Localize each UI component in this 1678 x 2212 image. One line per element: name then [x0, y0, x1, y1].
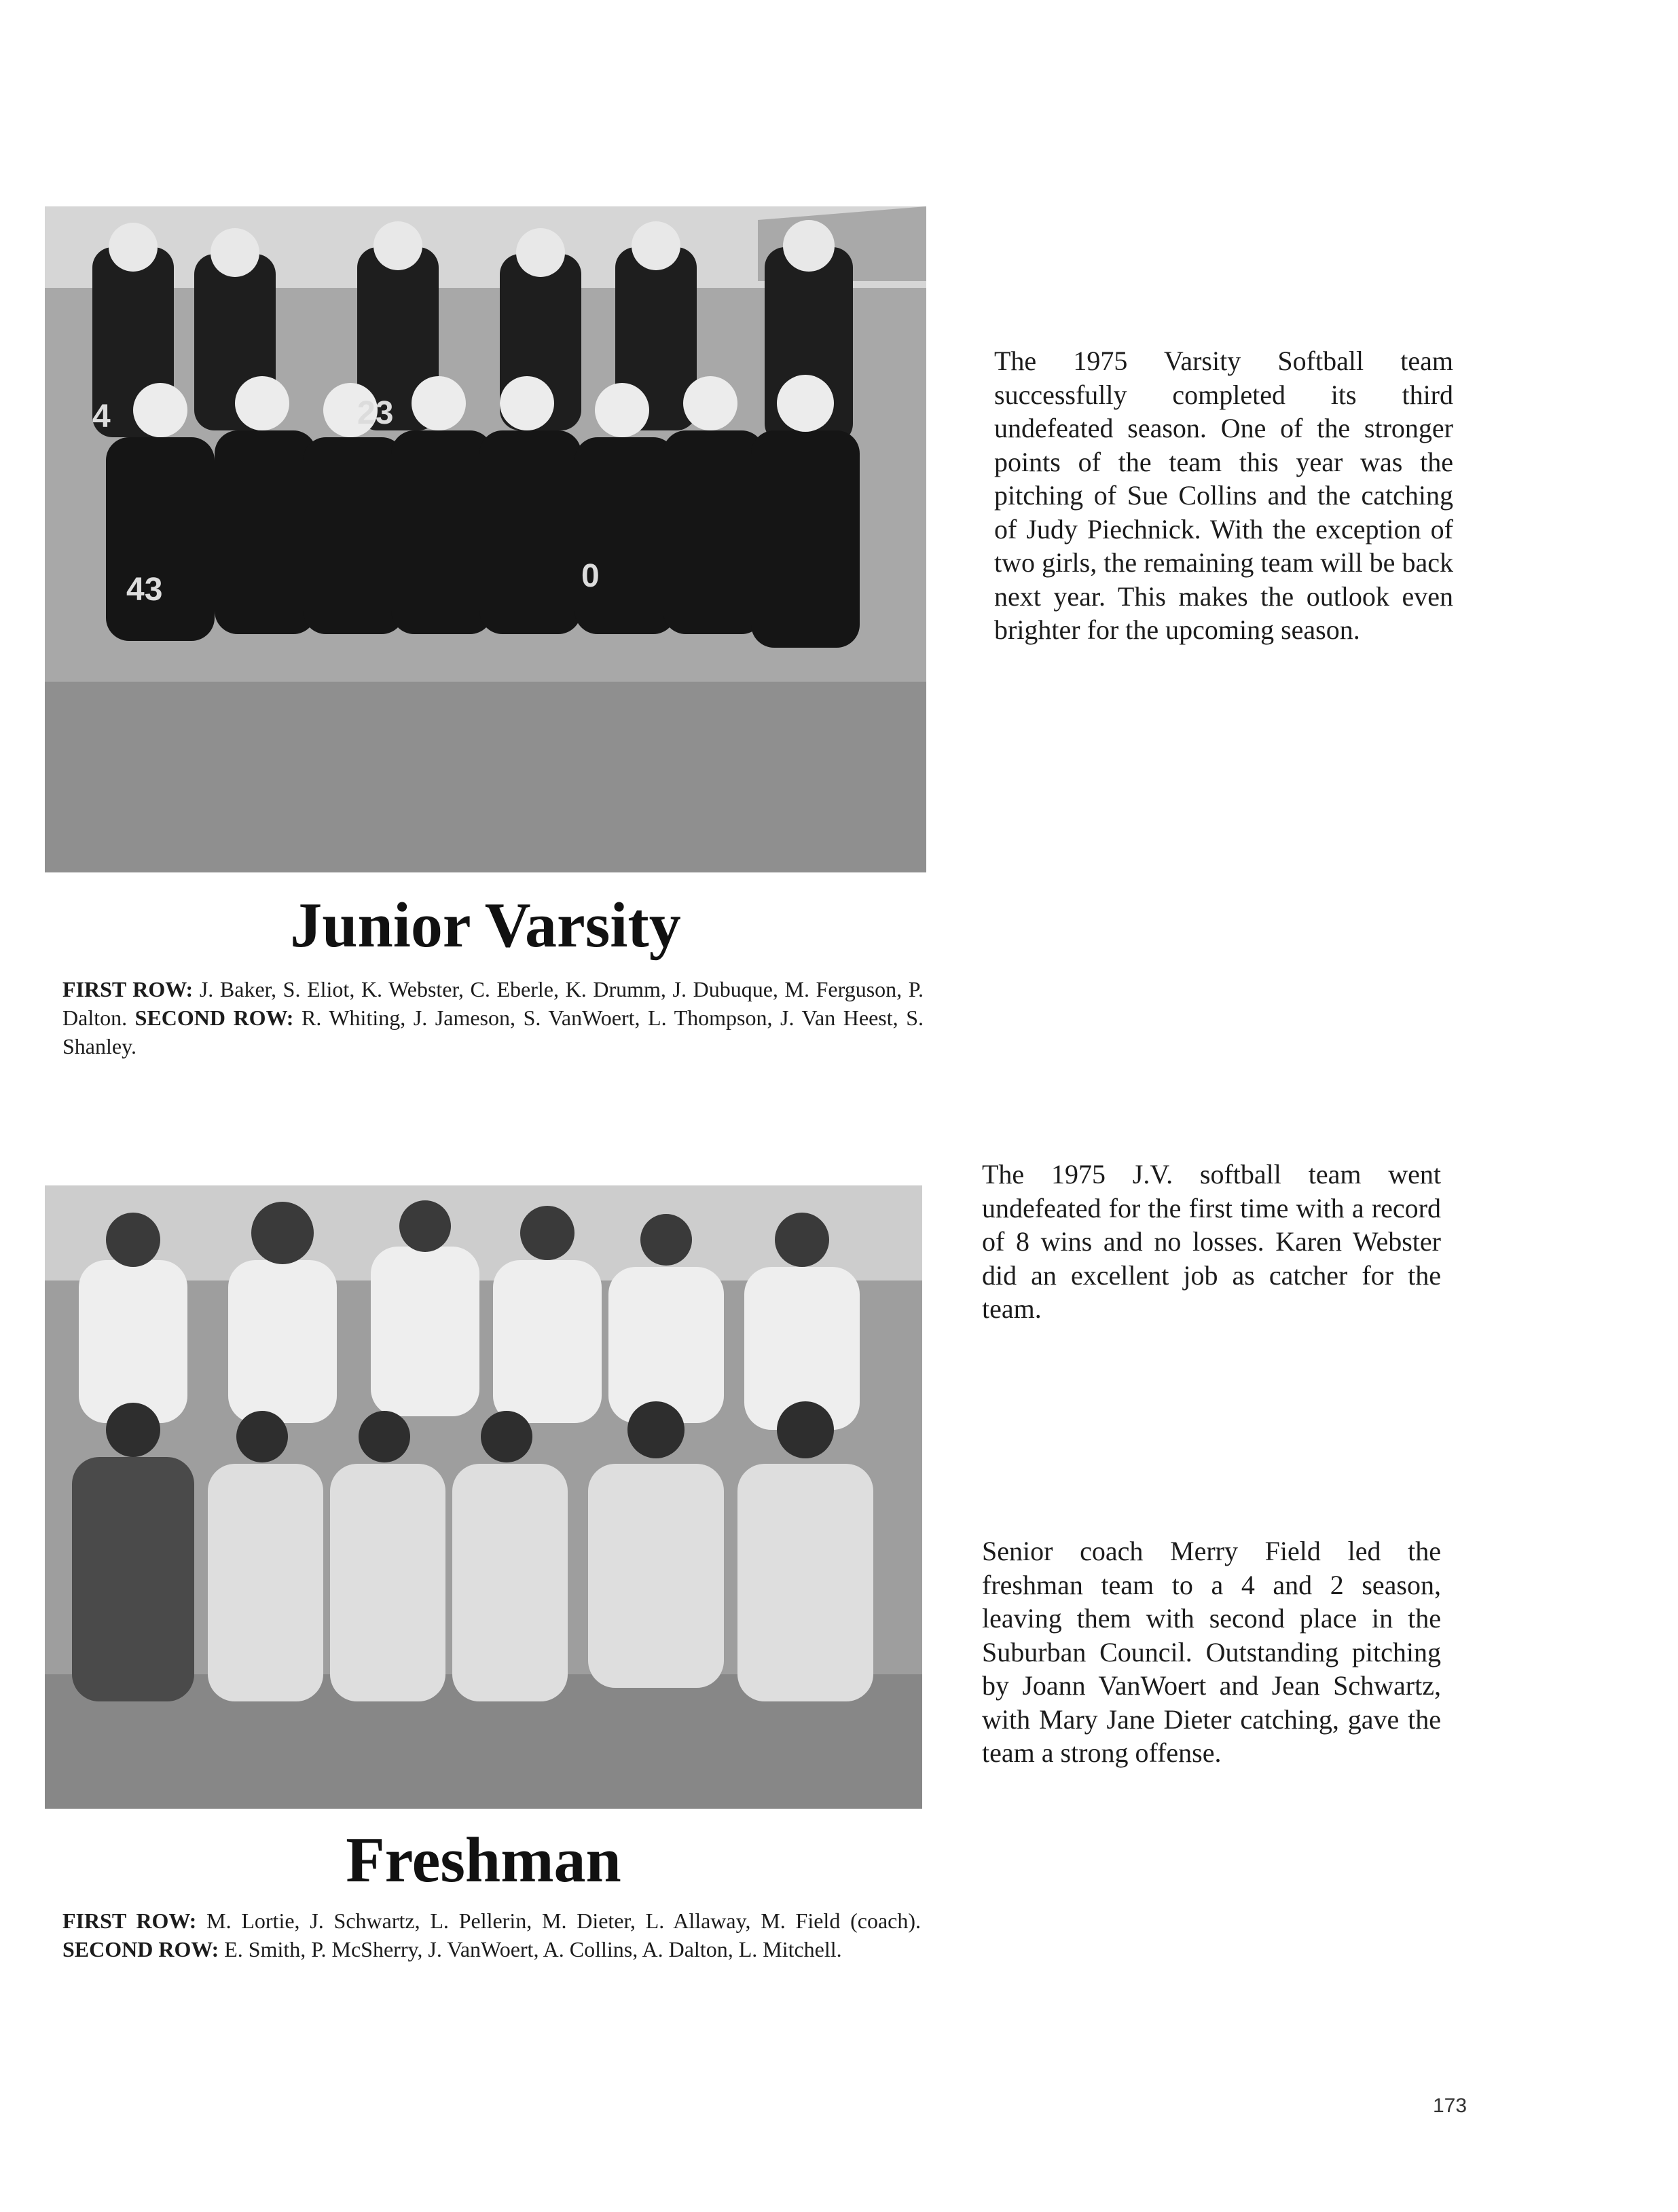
varsity-photo-illustration — [45, 206, 926, 872]
junior-varsity-heading: Junior Varsity — [290, 890, 681, 961]
jersey-number-0: 0 — [581, 558, 600, 594]
page-number: 173 — [1433, 2095, 1467, 2117]
fr-second-row-names: E. Smith, P. McSherry, J. VanWoert, A. Collins, A. Dalton, L. Mitchell. — [224, 1937, 842, 1961]
jv-second-row-names: R. Whiting, J. Jameson, S. VanWoert, L. Thompson, J. Van Heest, S. Shanley. — [62, 1006, 924, 1058]
fr-first-row-names: M. Lortie, J. Schwartz, L. Pellerin, M. Dieter, L. Allaway, M. Field (coach). — [206, 1909, 922, 1933]
freshman-photo-illustration — [45, 1185, 922, 1809]
freshman-heading: Freshman — [346, 1825, 621, 1896]
freshman-caption — [62, 1906, 921, 1964]
freshman-paragraph: Senior coach Merry Field led the freshman team to a 4 and 2 season, leaving them with second place in the Suburban Council. Outstanding pitching by Joann VanWoert and Jean Schwartz, with Mary Jane Dieter catching, gave the team a strong offense. — [982, 1536, 1441, 1768]
jv-second-row-label: SECOND ROW: — [134, 1006, 294, 1030]
varsity-paragraph: The 1975 Varsity Softball team successfully completed its third undefeated season. One of the stronger points of the team this year was the pitching of Sue Collins and the catching of Judy Piechnick. With the exception of two girls, the remaining team will be back next year. This makes the outlook even brighter for the upcoming season. — [994, 346, 1453, 645]
freshman-team-photo — [45, 1185, 922, 1809]
varsity-team-photo — [45, 206, 926, 872]
jersey-number-23: 23 — [357, 395, 394, 431]
jersey-number-4: 4 — [92, 399, 111, 435]
jersey-number-43: 43 — [126, 572, 163, 608]
junior-varsity-caption — [62, 975, 924, 1061]
jv-first-row-label: FIRST ROW: — [62, 977, 194, 1001]
fr-second-row-label: SECOND ROW: — [62, 1937, 219, 1961]
fr-first-row-label: FIRST ROW: — [62, 1909, 197, 1933]
junior-varsity-paragraph: The 1975 J.V. softball team went undefeated for the first time with a record of 8 wins and no losses. Karen Webster did an excellent job as catcher for the team. — [982, 1159, 1441, 1324]
jv-first-row-names: J. Baker, S. Eliot, K. Webster, C. Eberle, K. Drumm, J. Dubuque, M. Ferguson, P. Dalton. — [62, 977, 924, 1030]
